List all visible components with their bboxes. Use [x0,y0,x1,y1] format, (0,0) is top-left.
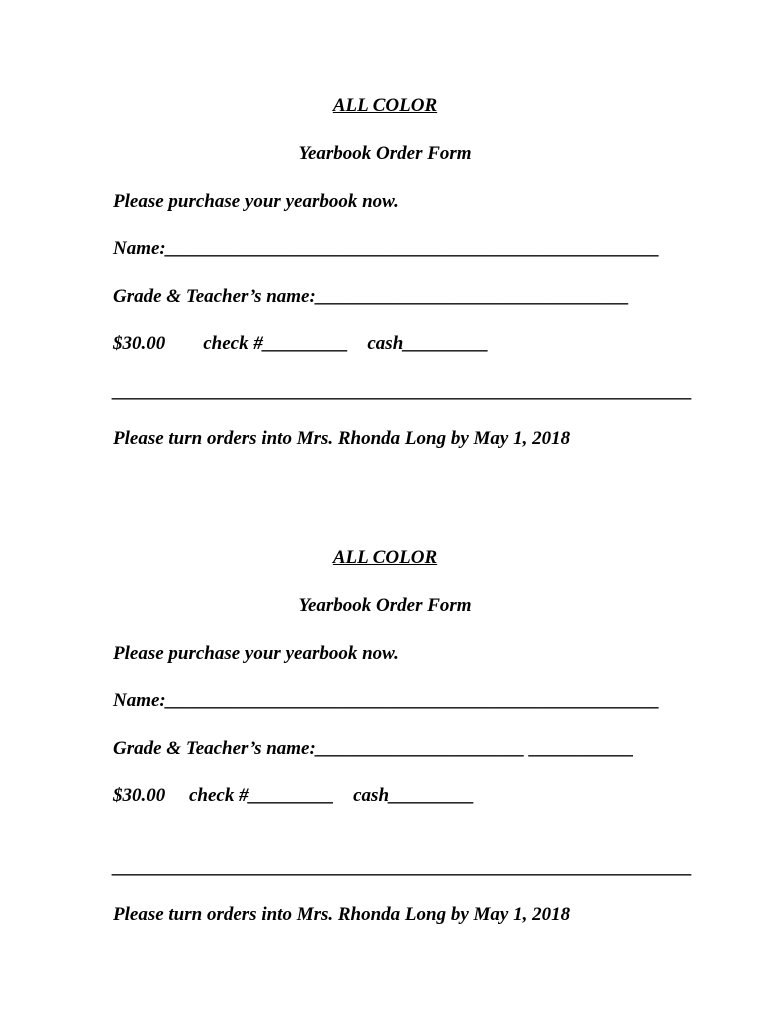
payment-line: $30.00 check #_________ cash_________ [113,333,489,354]
grade-teacher-field-line: Grade & Teacher’s name:_________________________________ [113,286,630,307]
form-title: Yearbook Order Form [298,595,472,616]
payment-line: $30.00 check #_________ cash_________ [113,785,475,806]
form-heading: ALL COLOR [332,95,438,116]
form-heading: ALL COLOR [332,547,438,568]
blank-line: _____________________________________________________________ [113,857,693,878]
due-date-footer: Please turn orders into Mrs. Rhonda Long by May 1, 2018 [113,904,571,925]
intro-text: Please purchase your yearbook now. [113,191,399,212]
name-field-line: Name:____________________________________________________ [113,690,660,711]
due-date-footer: Please turn orders into Mrs. Rhonda Long by May 1, 2018 [113,428,571,449]
form-title: Yearbook Order Form [298,143,472,164]
name-field-line: Name:____________________________________________________ [113,238,660,259]
intro-text: Please purchase your yearbook now. [113,643,399,664]
blank-line: _____________________________________________________________ [113,381,693,402]
grade-teacher-field-line: Grade & Teacher’s name:______________________ ___________ [113,738,635,759]
